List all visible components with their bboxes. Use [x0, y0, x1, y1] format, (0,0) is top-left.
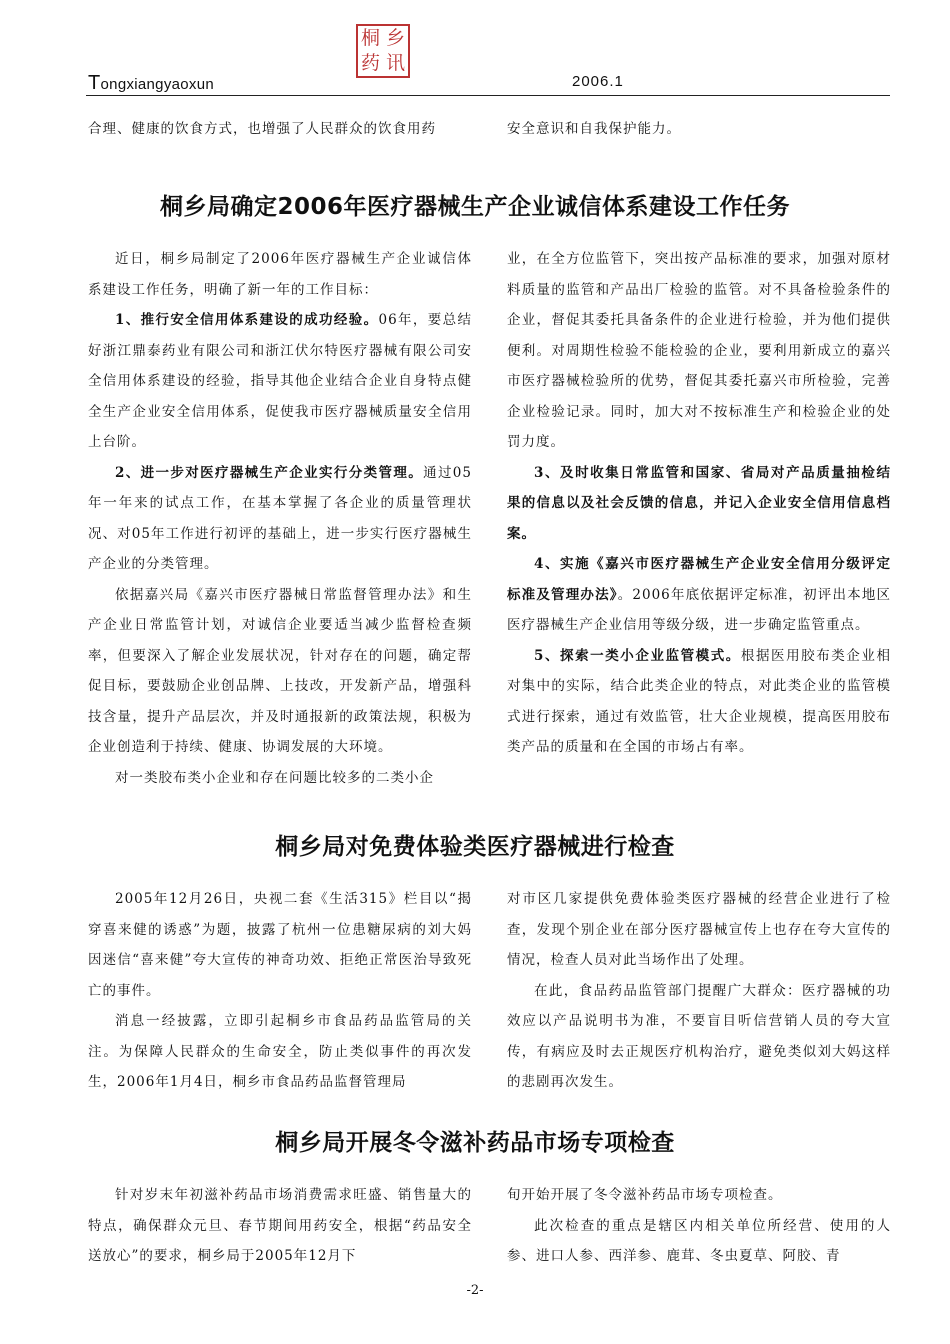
- article2-paragraph: 消息一经披露，立即引起桐乡市食品药品监管局的关注。为保障人民群众的生命安全，防止类似事件的再次发生，2006年1月4日，桐乡市食品药品监督管理局: [88, 1013, 472, 1090]
- article2-right-column: [507, 884, 891, 1098]
- article1-right-column: [507, 244, 891, 763]
- intro-right-text: 安全意识和自我保护能力。: [507, 121, 681, 137]
- article3-paragraph: 此次检查的重点是辖区内相关单位所经营、使用的人参、进口人参、西洋参、鹿茸、冬虫夏草、阿胶、青: [507, 1217, 891, 1264]
- article3-paragraph: 针对岁末年初滋补药品市场消费需求旺盛、销售量大的特点，确保群众元旦、春节期间用药安全，根据“药品安全送放心”的要求，桐乡局于2005年12月下: [88, 1187, 472, 1264]
- seal-logo: [356, 24, 410, 78]
- article1-point-heading: 4、实施《嘉兴市医疗器械生产企业安全信用分级评定标准及管理办法》: [507, 556, 891, 603]
- article1-paragraph: 对一类胶布类小企业和存在问题比较多的二类小企: [115, 769, 434, 786]
- article2-paragraph: 对市区几家提供免费体验类医疗器械的经营企业进行了检查，发现个别企业在部分医疗器械宣传上也存在夸大宣传的情况，检查人员对此当场作出了处理。: [507, 891, 891, 968]
- article1-point-text: 通过05年一年来的试点工作，在基本掌握了各企业的质量管理状况、对05年工作进行初评的基础上，进一步实行医疗器械生产企业的分类管理。: [88, 464, 472, 572]
- seal-char: 乡: [385, 27, 405, 49]
- article1-title: 桐乡局确定2006年医疗器械生产企业诚信体系建设工作任务: [159, 194, 790, 220]
- article1-point-heading: 5、探索一类小企业监管模式。: [534, 647, 741, 664]
- article1-paragraph: 近日，桐乡局制定了2006年医疗器械生产企业诚信体系建设工作任务，明确了新一年的工作目标：: [88, 251, 472, 298]
- seal-char: 桐: [360, 27, 380, 49]
- article1-point-text: 根据医用胶布类企业相对集中的实际，结合此类企业的特点，对此类企业的监管模式进行探索，通过有效监管，壮大企业规模，提高医用胶布类产品的质量和在全国的市场占有率。: [507, 647, 891, 755]
- article1-paragraph: [507, 458, 891, 550]
- intro-left-text: 合理、健康的饮食方式，也增强了人民群众的饮食用药: [88, 121, 436, 137]
- article1-left-column: [88, 244, 472, 793]
- seal-char: 药: [360, 52, 380, 74]
- article1-point-heading: 3、及时收集日常监管和国家、省局对产品质量抽检结果的信息以及社会反馈的信息，并记入企业安全信用信息档案。: [507, 464, 891, 542]
- article3-right-column: [507, 1180, 891, 1272]
- article1-point-text: 。2006年底依据评定标准，初评出本地区医疗器械生产企业信用等级分级，进一步确定监管重点。: [507, 586, 892, 633]
- article1-paragraph: [88, 305, 472, 458]
- article1-paragraph: 依据嘉兴局《嘉兴市医疗器械日常监督管理办法》和生产企业日常监管计划，对诚信企业要适当减少监督检查频率，但要深入了解企业发展状况，针对存在的问题，确定帮促目标，要鼓励企业创品牌、上技改，开发新产品，增强科技含量，提升产品层次，并及时通报新的政策法规，积极为企业创造利于持续、健康、协调发展的大环境。: [88, 586, 472, 755]
- article1-point-heading: 2、进一步对医疗器械生产企业实行分类管理。: [115, 464, 424, 481]
- seal-char: 讯: [385, 52, 405, 74]
- header-divider: [86, 95, 890, 96]
- intro-right-column: [507, 114, 891, 145]
- article2-paragraph: 2005年12月26日，央视二套《生活315》栏目以“揭穿喜来健的诱惑”为题，披露了杭州一位患糖尿病的刘大妈因迷信“喜来健”夸大宣传的神奇功效、拒绝正常医治导致死亡的事件。: [88, 891, 472, 999]
- article1-paragraph: [88, 458, 472, 580]
- article2-left-column: [88, 884, 472, 1098]
- header-brand-rest: ongxiangyaoxun: [100, 76, 214, 93]
- article2-title: 桐乡局对免费体验类医疗器械进行检查: [275, 834, 675, 860]
- article2-paragraph: 在此，食品药品监管部门提醒广大群众：医疗器械的功效应以产品说明书为准，不要盲目听信营销人员的夸大宣传，有病应及时去正规医疗机构治疗，避免类似刘大妈这样的悲剧再次发生。: [507, 982, 891, 1090]
- header-brand-initial: T: [88, 72, 101, 94]
- article1-paragraph: [507, 641, 891, 763]
- article3-title: 桐乡局开展冬令滋补药品市场专项检查: [275, 1130, 675, 1156]
- article3-left-column: [88, 1180, 472, 1272]
- page-number: -2-: [466, 1283, 484, 1298]
- header-date: 2006.1: [572, 73, 624, 90]
- article1-point-heading: 1、推行安全信用体系建设的成功经验。: [115, 312, 379, 328]
- header-brand: [88, 72, 214, 95]
- article1-point-text: 06年，要总结好浙江鼎泰药业有限公司和浙江伏尔特医疗器械有限公司安全信用体系建设的经验，指导其他企业结合企业自身特点健全生产企业安全信用体系，促使我市医疗器械质量安全信用上台阶。: [88, 312, 472, 450]
- article1-paragraph: [507, 549, 891, 641]
- article1-paragraph: 业，在全方位监管下，突出按产品标准的要求，加强对原材料质量的监管和产品出厂检验的监管。对不具备检验条件的企业，督促其委托具备条件的企业进行检验，并为他们提供便利。对周期性检验不能检验的企业，要利用新成立的嘉兴市医疗器械检验所的优势，督促其委托嘉兴市所检验，完善企业检验记录。同时，加大对不按标准生产和检验企业的处罚力度。: [507, 251, 891, 450]
- intro-left-column: [88, 114, 478, 145]
- article3-paragraph: 旬开始开展了冬令滋补药品市场专项检查。: [507, 1187, 783, 1203]
